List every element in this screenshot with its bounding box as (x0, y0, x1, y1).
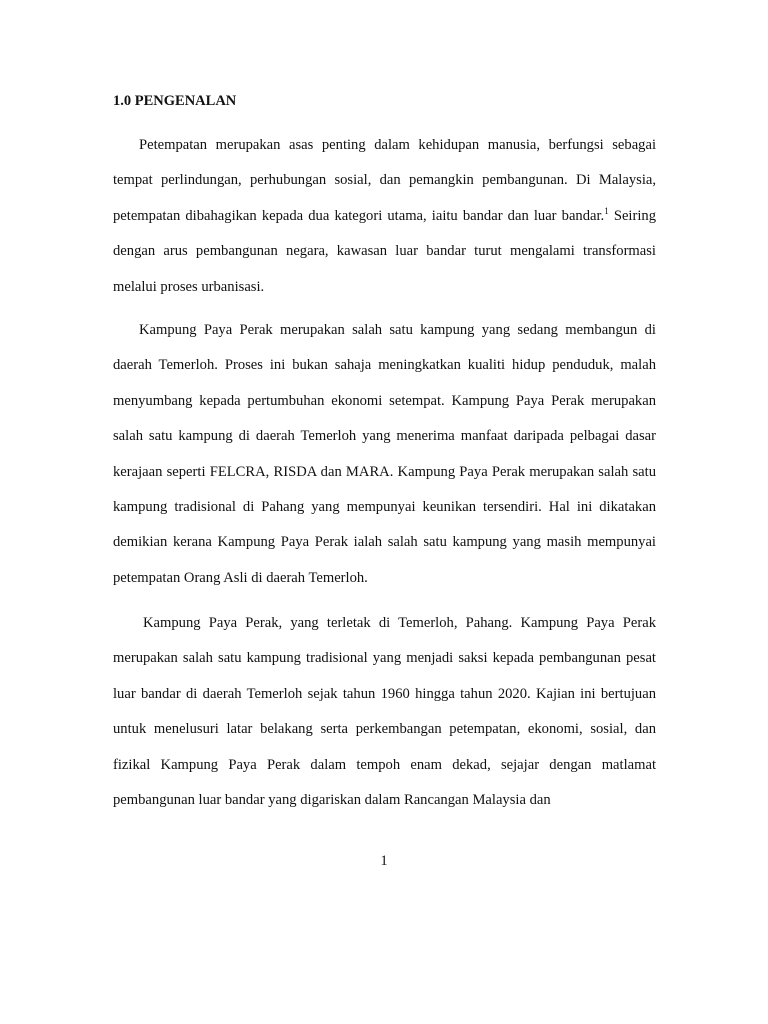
page-number (0, 853, 768, 870)
footnote-ref[interactable]: 1 (604, 205, 609, 216)
paragraph-2: Kampung Paya Perak merupakan salah satu kampung yang sedang membangun di daerah Temerloh. Proses ini bukan sahaja meningkatkan kualiti hidup penduduk, malah menyumbang kepada pertumbuhan ekonomi setempat. Kampung Paya Perak merupakan salah satu kampung di daerah Temerloh yang menerima manfaat daripada pelbagai dasar kerajaan seperti FELCRA, RISDA dan MARA. Kampung Paya Perak merupakan salah satu kampung tradisional di Pahang yang mempunyai keunikan tersendiri. Hal ini dikatakan demikian kerana Kampung Paya Perak ialah salah satu kampung yang masih mempunyai petempatan Orang Asli di daerah Temerloh. (113, 322, 656, 586)
paragraph-1 (113, 128, 656, 305)
paragraph-3: Kampung Paya Perak, yang terletak di Temerloh, Pahang. Kampung Paya Perak merupakan salah satu kampung tradisional yang menjadi saksi kepada pembangunan pesat luar bandar di daerah Temerloh sejak tahun 1960 hingga tahun 2020. Kajian ini bertujuan untuk menelusuri latar belakang serta perkembangan petempatan, ekonomi, sosial, dan fizikal Kampung Paya Perak dalam tempoh enam dekad, sejajar dengan matlamat pembangunan luar bandar yang digariskan dalam Rancangan Malaysia dan (113, 615, 656, 809)
section-heading: 1.0 PENGENALAN (113, 93, 237, 109)
page-number-text: 1 (380, 853, 388, 869)
paragraph-1-text: Petempatan merupakan asas penting dalam kehidupan manusia, berfungsi sebagai tempat perlindungan, perhubungan sosial, dan pemangkin pembangunan. Di Malaysia, petempatan dibahagikan kepada dua kategori utama, iaitu bandar dan luar bandar. (113, 137, 656, 224)
paragraph-1-text-after: Seiring dengan arus pembangunan negara, kawasan luar bandar turut mengalami transformasi melalui proses urbanisasi. (113, 207, 656, 295)
